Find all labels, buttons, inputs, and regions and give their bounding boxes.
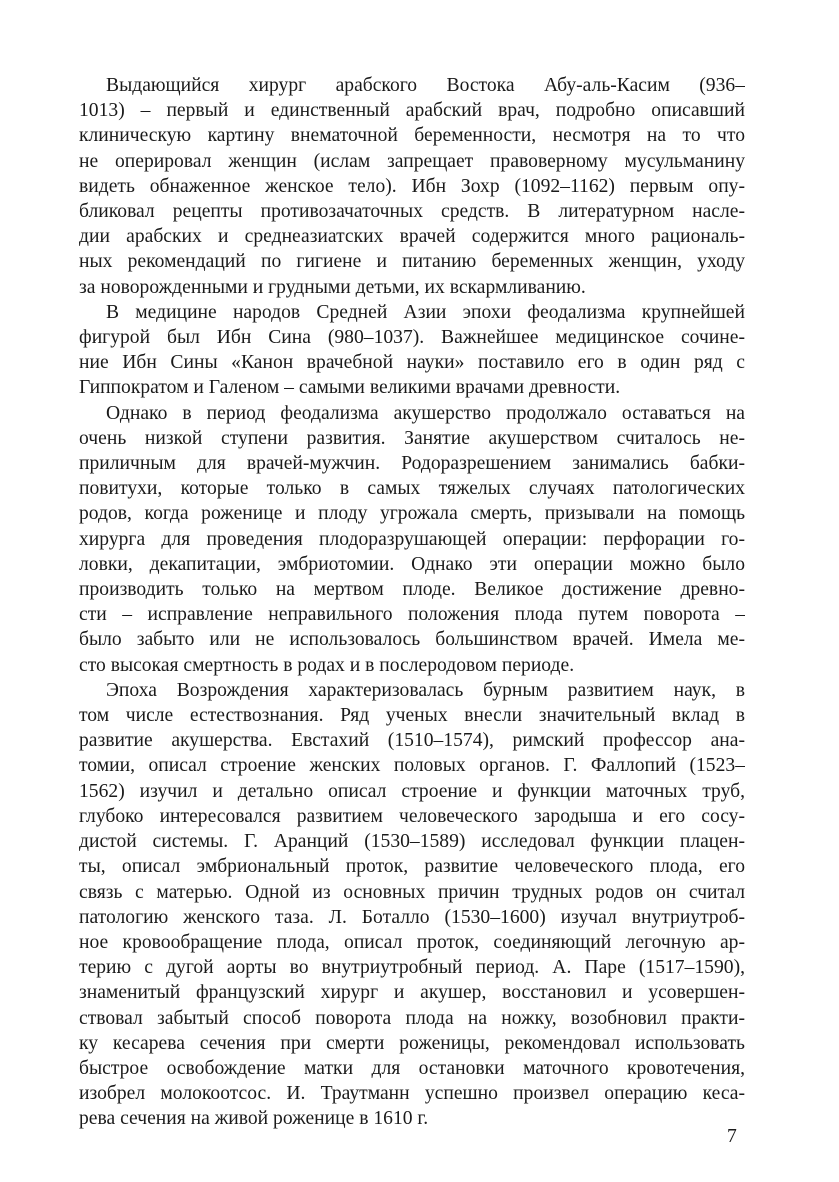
text-line: глубоко интересовался развитием человеческого зародыша и его сосу- (79, 805, 745, 827)
text-line: быстрое освобождение матки для остановки маточного кровотечения, (79, 1057, 745, 1079)
text-line: не оперировал женщин (ислам запрещает правоверному мусульманину (79, 150, 745, 172)
paragraph-feudal-obstetrics (79, 401, 745, 678)
text-line: сти – исправление неправильного положения плода путем поворота – (79, 604, 745, 626)
text-line: ку кесарева сечения при смерти роженицы, рекомендовал использовать (79, 1032, 745, 1054)
text-line: изобрел молокоотсос. И. Траутманн успешно произвел операцию кеса- (79, 1083, 745, 1105)
paragraph-renaissance (79, 678, 745, 1132)
text-line: Выдающийся хирург арабского Востока Абу-аль-Касим (936– (106, 75, 745, 96)
text-line: очень низкой ступени развития. Занятие акушерством считалось не- (79, 427, 745, 449)
text-line: В медицине народов Средней Азии эпохи феодализма крупнейшей (106, 301, 745, 323)
text-line: Эпоха Возрождения характеризовалась бурным развитием наук, в (106, 679, 745, 701)
text-line: ты, описал эмбриональный проток, развитие человеческого плода, его (79, 856, 745, 878)
text-line: бликовал рецепты противозачаточных средств. В литературном насле- (79, 201, 745, 223)
text-line: производить только на мертвом плоде. Великое достижение древно- (79, 579, 745, 601)
text-line: рева сечения на живой роженице в 1610 г. (79, 1108, 429, 1130)
text-line: Гиппократом и Галеном – самыми великими врачами древности. (79, 377, 621, 399)
text-line: Однако в период феодализма акушерство продолжало оставаться на (106, 402, 745, 424)
text-line: за новорожденными и грудными детьми, их вскармливанию. (79, 276, 586, 298)
text-line: ное кровообращение плода, описал проток, соединяющий легочную ар- (79, 931, 745, 953)
text-line: знаменитый французский хирург и акушер, восстановил и усовершен- (79, 982, 745, 1004)
text-line: дистой системы. Г. Аранций (1530–1589) исследовал функции плацен- (79, 831, 745, 853)
text-line: 1013) – первый и единственный арабский врач, подробно описавший (79, 100, 745, 122)
text-line: ных рекомендаций по гигиене и питанию беременных женщин, уходу (79, 251, 745, 273)
text-line: было забыто или не использовалось большинством врачей. Имела ме- (79, 629, 745, 651)
paragraph-abu-al-kasim (79, 73, 745, 300)
page-number: 7 (727, 1126, 737, 1147)
page-body (79, 73, 745, 1132)
text-line: хирурга для проведения плодоразрушающей операции: перфорации го- (79, 528, 745, 550)
text-line: родов, когда роженице и плоду угрожала смерть, призывали на помощь (79, 503, 745, 525)
text-line: сто высокая смертность в родах и в послеродовом периоде. (79, 654, 575, 676)
text-line: томии, описал строение женских половых органов. Г. Фаллопий (1523– (79, 755, 745, 777)
text-line: 1562) изучил и детально описал строение и функции маточных труб, (79, 780, 745, 802)
text-line: приличным для врачей-мужчин. Родоразрешением занимались бабки- (79, 453, 745, 475)
text-line: ние Ибн Сины «Канон врачебной науки» поставило его в один ряд с (79, 352, 745, 374)
text-line: развитие акушерства. Евстахий (1510–1574), римский профессор ана- (79, 730, 745, 752)
paragraph-ibn-sina (79, 300, 745, 401)
text-line: видеть обнаженное женское тело). Ибн Зохр (1092–1162) первым опу- (79, 175, 745, 197)
text-line: фигурой был Ибн Сина (980–1037). Важнейшее медицинское сочине- (79, 327, 745, 349)
text-line: ловки, декапитации, эмбриотомии. Однако эти операции можно было (79, 553, 745, 575)
text-line: повитухи, которые только в самых тяжелых случаях патологических (79, 478, 745, 500)
text-line: том числе естествознания. Ряд ученых внесли значительный вклад в (79, 705, 745, 727)
text-line: связь с матерью. Одной из основных причин трудных родов он считал (79, 881, 745, 903)
text-line: ствовал забытый способ поворота плода на ножку, возобновил практи- (79, 1007, 745, 1029)
text-line: терию с дугой аорты во внутриутробный период. А. Паре (1517–1590), (79, 957, 745, 979)
text-line: дии арабских и среднеазиатских врачей содержится много рациональ- (79, 226, 745, 248)
text-line: патологию женского таза. Л. Боталло (1530–1600) изучал внутриутроб- (79, 906, 745, 928)
text-line: клиническую картину внематочной беременности, несмотря на то что (79, 125, 745, 147)
